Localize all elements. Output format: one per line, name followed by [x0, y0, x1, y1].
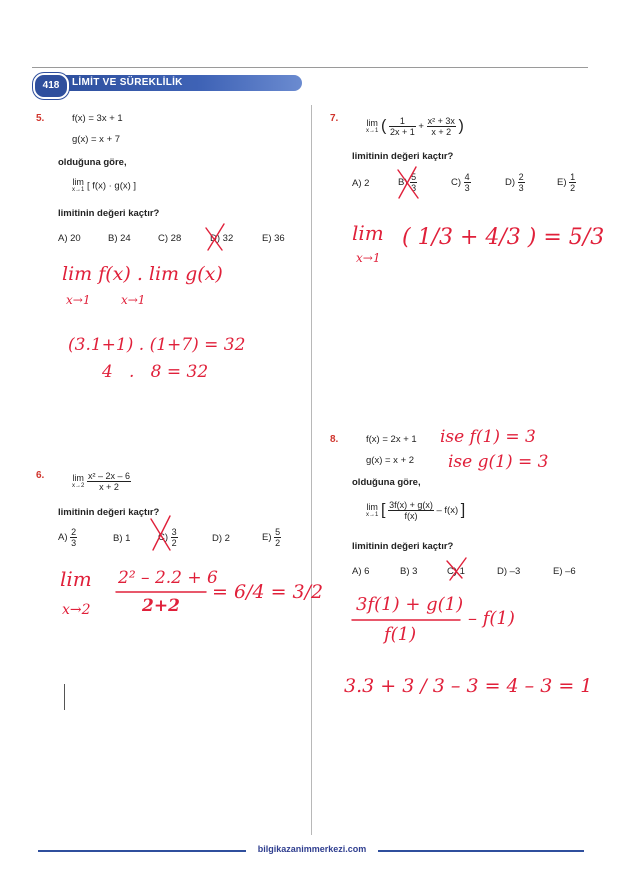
q8-choice-e[interactable]: E) –6 [553, 566, 576, 577]
q6-hw-result: = 6/4 = 3/2 [212, 581, 324, 603]
q8-hw-minus: – f(1) [468, 608, 515, 629]
q7-hw-lim: lim [352, 221, 384, 245]
page-number: 418 [33, 73, 69, 99]
q8-choice-d[interactable]: D) –3 [497, 566, 521, 577]
q5-f-def: f(x) = 3x + 1 [72, 113, 123, 124]
q5-condition: olduğuna göre, [58, 157, 127, 168]
q5-choice-d[interactable]: D) 32 [210, 233, 234, 244]
q6-choice-c[interactable]: C) $\frac{3}{2}$ [158, 527, 177, 548]
q7-number: 7. [330, 113, 339, 124]
footer-rule-right [378, 850, 584, 852]
q8-hw-den: f(1) [384, 624, 417, 645]
q6-limit-expression: lim x→2 $\frac{\text{x² – 2x – 6}}{x + 2}$ [72, 471, 131, 492]
q7-limit-expression: lim x→1 ( $\frac{1}{2x + 1}$ + $\frac{\text{x² + 3x}}{x + 2}$ ) [366, 116, 464, 137]
q8-question: limitinin değeri kaçtır? [352, 541, 454, 552]
q5-hw-line3: 4 . 8 = 32 [102, 362, 209, 382]
q5-choice-a[interactable]: A) 20 [58, 233, 81, 244]
q7-hw-sub: x→1 [356, 251, 381, 265]
q6-hw-sub: x→2 [62, 602, 91, 618]
q5-choice-e[interactable]: E) 36 [262, 233, 285, 244]
q8-choice-a[interactable]: A) 6 [352, 566, 370, 577]
q8-hw-note2: ise g(1) = 3 [448, 452, 549, 472]
q7-choice-e[interactable]: E) $\frac{1}{2}$ [557, 172, 576, 193]
q5-question: limitinin değeri kaçtır? [58, 208, 160, 219]
q7-choice-d[interactable]: D) $\frac{2}{3}$ [505, 172, 524, 193]
q8-choice-b[interactable]: B) 3 [400, 566, 418, 577]
q6-hw-lim: lim [60, 567, 92, 591]
q5-hw-line2: (3.1+1) . (1+7) = 32 [68, 335, 246, 355]
q6-hw-den: 2+2 [142, 596, 180, 616]
chapter-title: LİMİT VE SÜREKLİLİK [72, 77, 183, 88]
column-divider [311, 105, 312, 835]
q5-hw-line1: lim f(x) . lim g(x) [62, 263, 223, 285]
q5-hw-sub: x→1 x→1 [66, 293, 146, 307]
q6-hw-num: 2² – 2.2 + 6 [118, 568, 218, 588]
q8-number: 8. [330, 434, 339, 445]
q7-choice-b[interactable]: B) $\frac{5}{3}$ [398, 172, 417, 193]
q5-choice-c[interactable]: C) 28 [158, 233, 182, 244]
q7-question: limitinin değeri kaçtır? [352, 151, 454, 162]
top-rule [32, 67, 588, 68]
q7-hw-expr: ( 1/3 + 4/3 ) = 5/3 [402, 225, 605, 250]
q6-choice-b[interactable]: B) 1 [113, 533, 131, 544]
q8-g-def: g(x) = x + 2 [366, 455, 415, 466]
q6-number: 6. [36, 470, 45, 481]
q5-limit-expression: lim x→1 [ f(x) · g(x) ] [72, 177, 137, 193]
q8-condition: olduğuna göre, [352, 477, 421, 488]
q8-hw-num: 3f(1) + g(1) [356, 594, 464, 615]
q6-choice-a[interactable]: A) $\frac{2}{3}$ [58, 527, 77, 548]
q6-choice-d[interactable]: D) 2 [212, 533, 230, 544]
q5-choice-b[interactable]: B) 24 [108, 233, 131, 244]
q6-choice-e[interactable]: E) $\frac{5}{2}$ [262, 527, 281, 548]
q8-hw-line2: 3.3 + 3 / 3 – 3 = 4 – 3 = 1 [344, 675, 593, 697]
q7-choice-c[interactable]: C) $\frac{4}{3}$ [451, 172, 470, 193]
q8-limit-expression: lim x→1 [ $\frac{3f(x) + g(x)}{f(x)}$ – f(x) ] [366, 500, 466, 521]
q8-choice-c[interactable]: C) 1 [447, 566, 465, 577]
q8-f-def: f(x) = 2x + 1 [366, 434, 417, 445]
q5-number: 5. [36, 113, 45, 124]
q5-g-def: g(x) = x + 7 [72, 134, 121, 145]
q7-choice-a[interactable]: A) 2 [352, 178, 370, 189]
footer-rule-left [38, 850, 246, 852]
q8-hw-note1: ise f(1) = 3 [440, 427, 536, 447]
footer-website: bilgikazanimmerkezi.com [257, 844, 367, 854]
q6-question: limitinin değeri kaçtır? [58, 507, 160, 518]
margin-mark [64, 684, 65, 710]
